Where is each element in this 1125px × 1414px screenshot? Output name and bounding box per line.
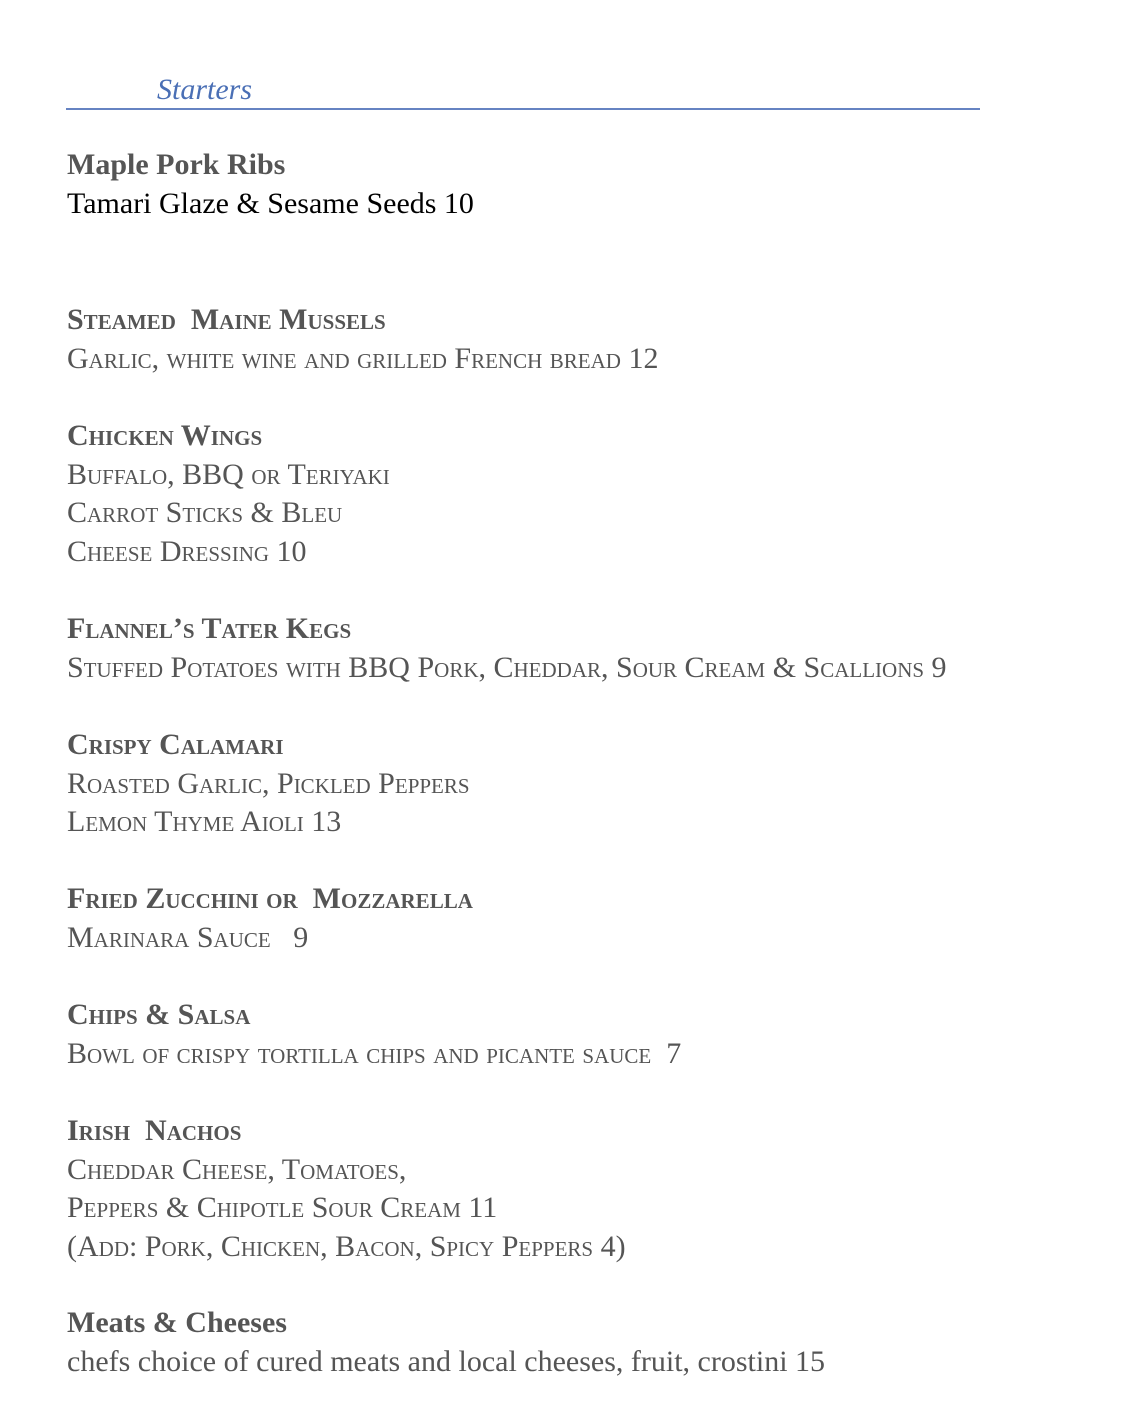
item-description: Marinara Sauce 9: [67, 920, 309, 954]
item-description: Lemon Thyme Aioli 13: [67, 805, 342, 839]
item-description: Tamari Glaze & Sesame Seeds 10: [67, 186, 474, 220]
item-name: Chicken Wings: [67, 419, 263, 452]
menu-item-fried-zucchini-mozzarella: [67, 880, 473, 957]
item-description: Cheese Dressing 10: [67, 534, 307, 568]
item-description: chefs choice of cured meats and local cheeses, fruit, crostini 15: [67, 1344, 826, 1378]
item-description: Buffalo, BBQ or Teriyaki: [67, 457, 390, 491]
item-description: Peppers & Chipotle Sour Cream 11: [67, 1191, 498, 1225]
item-name: Chips & Salsa: [67, 998, 251, 1031]
menu-item-chicken-wings: [67, 417, 390, 571]
section-title: Starters: [157, 73, 253, 106]
menu-item-crispy-calamari: [67, 726, 470, 842]
menu-item-meats-cheeses: [67, 1304, 825, 1381]
item-description: Bowl of crispy tortilla chips and picante sauce 7: [67, 1036, 682, 1070]
item-description: Cheddar Cheese, Tomatoes,: [67, 1152, 407, 1186]
item-name: Irish Nachos: [67, 1114, 242, 1147]
item-description: Carrot Sticks & Bleu: [67, 496, 343, 530]
item-description: (Add: Pork, Chicken, Bacon, Spicy Peppers 4): [67, 1229, 626, 1263]
menu-item-chips-salsa: [67, 996, 681, 1073]
item-description: Stuffed Potatoes with BBQ Pork, Cheddar, Sour Cream & Scallions 9: [67, 650, 947, 684]
menu-item-maple-pork-ribs: [67, 146, 474, 223]
item-name: Steamed Maine Mussels: [67, 303, 386, 336]
item-name: Flannel’s Tater Kegs: [67, 612, 352, 645]
menu-item-steamed-maine-mussels: [67, 301, 658, 378]
menu-item-tater-kegs: [67, 610, 947, 687]
item-name: Crispy Calamari: [67, 728, 284, 761]
section-divider: [66, 108, 980, 110]
item-name: Meats & Cheeses: [67, 1306, 287, 1339]
item-description: Garlic, white wine and grilled French bread 12: [67, 341, 659, 375]
menu-item-irish-nachos: [67, 1112, 626, 1266]
item-name: Fried Zucchini or Mozzarella: [67, 882, 473, 915]
item-description: Roasted Garlic, Pickled Peppers: [67, 766, 470, 800]
item-name: Maple Pork Ribs: [67, 148, 286, 181]
